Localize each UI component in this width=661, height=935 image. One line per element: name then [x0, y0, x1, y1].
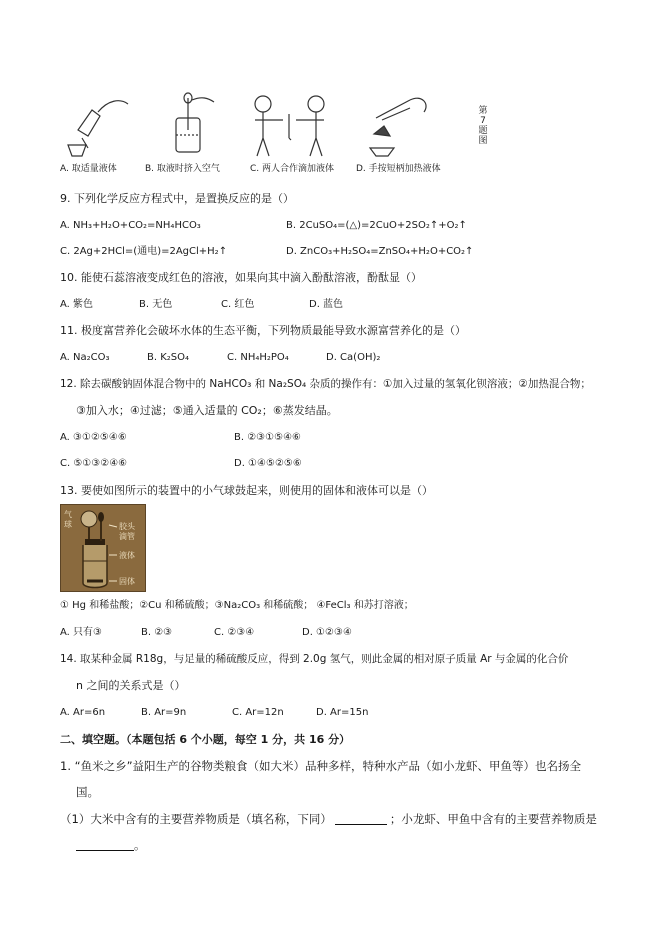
photo-label-dropper-1: 胶头: [119, 522, 135, 531]
figure-c-illustration: [255, 96, 324, 156]
section2-q1-line1: 1. “鱼米之乡”益阳生产的谷物类粮食（如大米）品种多样，特种水产品（如小龙虾、甲鱼等）也名扬全: [60, 759, 582, 773]
q14-option-a: A. Ar=6n: [60, 707, 106, 718]
q14-stem-line2: n 之间的关系式是（）: [76, 679, 186, 692]
sub1-end: 。: [134, 838, 146, 852]
q14-option-d: D. Ar=15n: [316, 707, 369, 718]
q11-option-c: C. NH₄H₂PO₄: [227, 352, 289, 363]
q12-option-a: A. ③①②⑤④⑥: [60, 432, 127, 443]
figure-side-label: 第7题图: [478, 106, 488, 146]
q9-option-b: B. 2CuSO₄=(△)=2CuO+2SO₂↑+O₂↑: [286, 220, 467, 231]
figure-caption-b: B. 取液时挤入空气: [145, 164, 220, 174]
q10-option-d: D. 蓝色: [309, 299, 344, 310]
q12-stem-line2: ③加入水；④过滤；⑤通入适量的 CO₂；⑥蒸发结晶。: [76, 404, 338, 417]
figure-caption-a: A. 取适量液体: [60, 164, 117, 174]
answer-blank-2[interactable]: [76, 839, 134, 851]
photo-label-balloon-1: 气: [64, 510, 72, 519]
q11-option-d: D. Ca(OH)₂: [326, 352, 381, 363]
q10-option-b: B. 无色: [139, 299, 173, 310]
q14-option-c: C. Ar=12n: [232, 707, 284, 718]
q13-option-c: C. ②③④: [214, 627, 255, 638]
q14-stem-line1: 14. 取某种金属 R18g，与足量的稀硫酸反应，得到 2.0g 氢气，则此金属的相对原子质量 Ar 与金属的化合价: [60, 653, 569, 665]
photo-label-liquid: 液体: [119, 551, 135, 560]
q10-option-c: C. 红色: [221, 299, 255, 310]
figure-b-illustration: [176, 93, 214, 152]
q11-stem: 11. 极度富营养化会破坏水体的生态平衡，下列物质最能导致水源富营养化的是（）: [60, 324, 466, 337]
figure-d-illustration: [370, 98, 426, 156]
q12-stem-line1: 12. 除去碳酸钠固体混合物中的 NaHCO₃ 和 Na₂SO₄ 杂质的操作有：①加入过量的氢氧化钡溶液；②加热混合物；: [60, 378, 591, 390]
q11-option-b: B. K₂SO₄: [147, 352, 190, 363]
section2-q1-line2: 国。: [76, 785, 99, 799]
photo-label-solid: 固体: [119, 577, 135, 586]
q13-stem: 13. 要使如图所示的装置中的小气球鼓起来，则使用的固体和液体可以是（）: [60, 484, 433, 497]
q9-option-d: D. ZnCO₃+H₂SO₄=ZnSO₄+H₂O+CO₂↑: [286, 246, 474, 257]
q10-stem: 10. 能使石蕊溶液变成红色的溶液，如果向其中滴入酚酞溶液，酚酞显（）: [60, 271, 422, 284]
sub1-prompt-b: ；小龙虾、甲鱼中含有的主要营养物质是: [389, 812, 597, 826]
q13-option-b: B. ②③: [141, 627, 173, 638]
q14-option-b: B. Ar=9n: [141, 707, 187, 718]
section2-sub1: [60, 812, 597, 826]
answer-blank-1[interactable]: [335, 813, 387, 825]
photo-label-dropper-2: 滴管: [119, 532, 135, 541]
q9-option-a: A. NH₃+H₂O+CO₂=NH₄HCO₃: [60, 220, 201, 231]
q11-option-a: A. Na₂CO₃: [60, 352, 110, 363]
figure-caption-d: D. 手按短柄加热液体: [356, 164, 441, 174]
q13-option-a: A. 只有③: [60, 627, 102, 638]
q10-option-a: A. 紫色: [60, 299, 94, 310]
q12-option-c: C. ⑤①③②④⑥: [60, 458, 128, 469]
sub1-prompt-a: （1）大米中含有的主要营养物质是（填名称，下同）: [60, 812, 332, 826]
apparatus-photo: [60, 504, 146, 592]
figure-caption-c: C. 两人合作滴加液体: [250, 164, 335, 174]
q13-items: ① Hg 和稀盐酸；②Cu 和稀硫酸；③Na₂CO₃ 和稀硫酸； ④FeCl₃ 和苏打溶液；: [60, 600, 414, 611]
q12-option-b: B. ②③①⑤④⑥: [234, 432, 302, 443]
experiment-figure: [58, 90, 468, 160]
figure-a-illustration: [68, 101, 128, 156]
section2-title: 二、填空题。（本题包括 6 个小题，每空 1 分，共 16 分）: [60, 733, 351, 746]
q12-option-d: D. ①④⑤②⑤⑥: [234, 458, 302, 469]
q9-stem: 9. 下列化学反应方程式中，是置换反应的是（）: [60, 192, 294, 205]
q13-option-d: D. ①②③④: [302, 627, 352, 638]
photo-label-balloon-2: 球: [64, 520, 72, 529]
section2-sub1-line2: [76, 838, 146, 852]
q9-option-c: C. 2Ag+2HCl=(通电)=2AgCl+H₂↑: [60, 246, 228, 257]
